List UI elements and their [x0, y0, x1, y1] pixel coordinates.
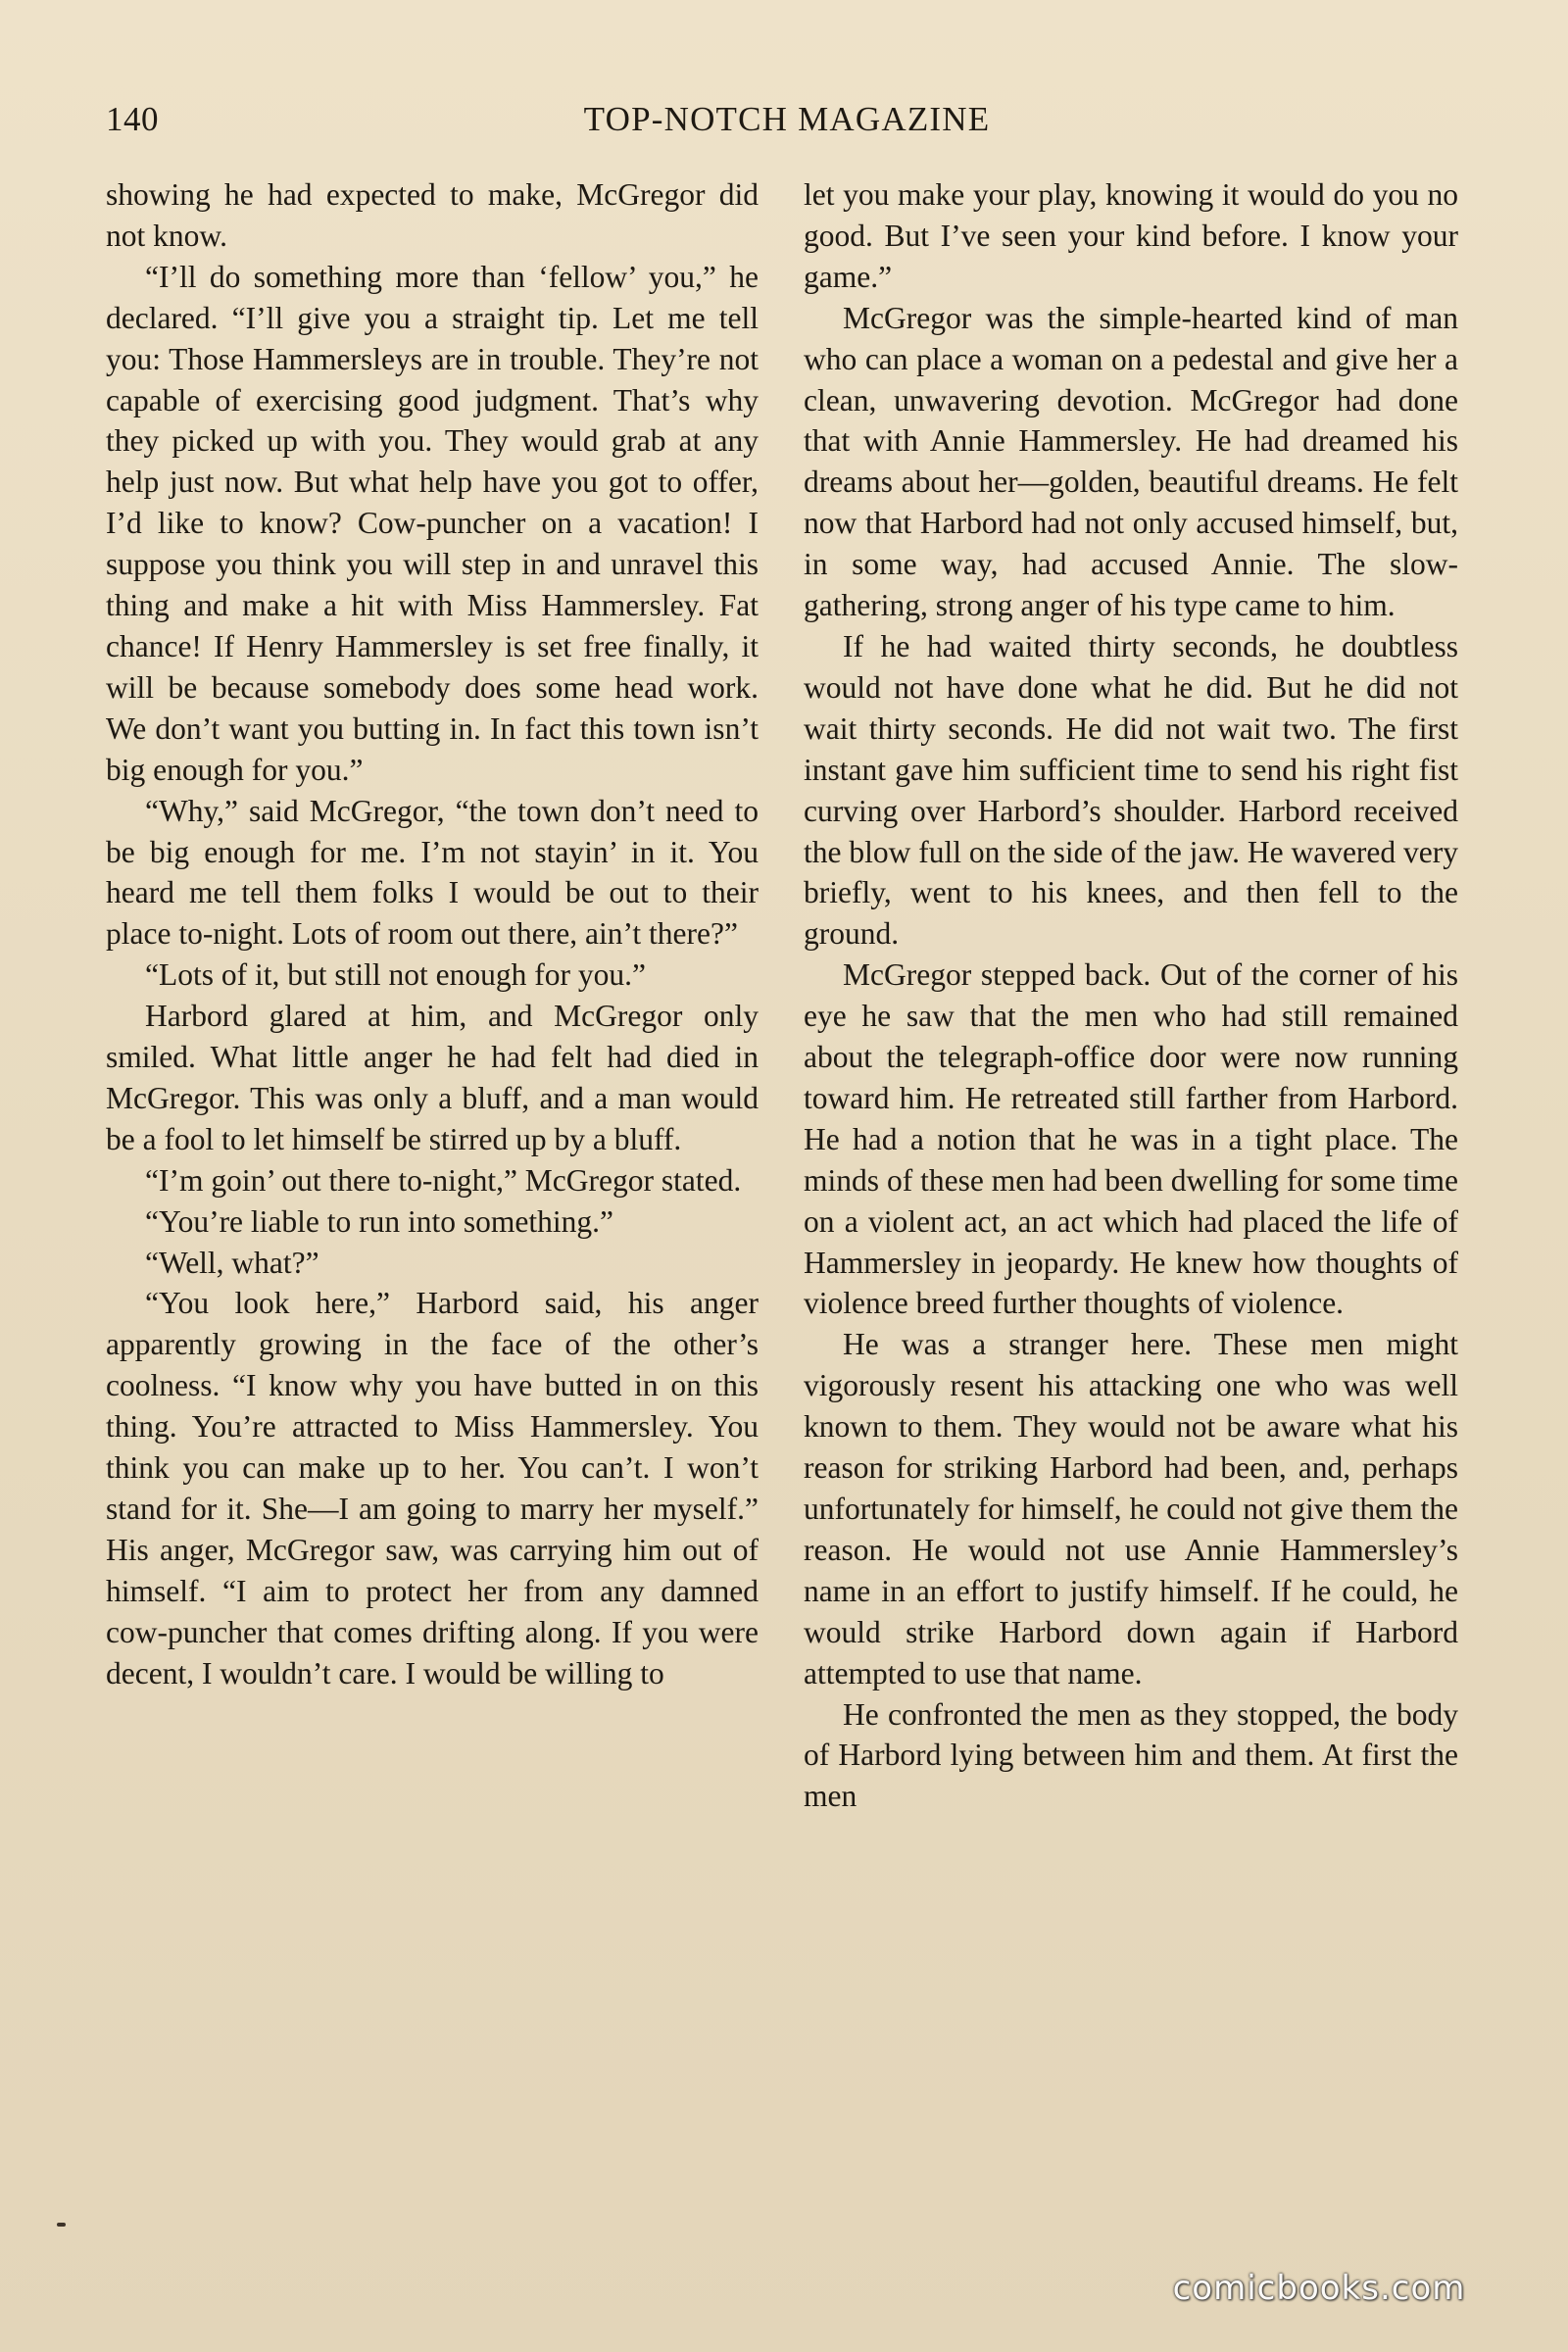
paragraph: He confronted the men as they stopped, the body of Harbord lying between him and them. At first the men [804, 1696, 1458, 1814]
ink-speck [57, 2223, 66, 2227]
paragraph: “You’re liable to run into something.” [145, 1203, 613, 1239]
paragraph: “I’ll do something more than ‘fellow’ you,” he declared. “I’ll give you a straight tip. Let me tell you: Those Hammersleys are in trouble. They’re not capable of exercising good judgment. That’s why they picked up with you. They would grab at any help just now. But what help have you got to offer, I’d like to know? Cow-puncher on a vacation! I suppose you think you will step in and unravel this thing and make a hit with Miss Hammersley. Fat chance! If Henry Hammersley is set free finally, it will be because somebody does some head work. We don’t want you butting in. In fact this town isn’t big enough for you.” [106, 259, 759, 787]
paragraph: “Lots of it, but still not enough for you.” [145, 957, 646, 993]
paragraph: “You look here,” Harbord said, his anger apparently growing in the face of the other’s coolness. “I know why you have butted in on this thing. You’re attracted to Miss Hammersley. You think you can make up to her. You can’t. I won’t stand for it. She—I am going to marry her myself.” His anger, McGregor saw, was carrying him out of himself. “I aim to protect her from any damned cow-puncher that comes drifting along. If you were decent, I wouldn’t care. I would be willing to [106, 1286, 759, 1690]
running-head: TOP-NOTCH MAGAZINE [583, 100, 991, 138]
page-number: 140 [106, 100, 159, 138]
paragraph: “I’m goin’ out there to-night,” McGregor stated. [145, 1162, 742, 1198]
left-column [106, 174, 759, 1694]
site-watermark: comicbooks.com [1172, 2269, 1466, 2308]
page-header [106, 90, 1468, 149]
paragraph: He was a stranger here. These men might vigorously resent his attacking one who was well known to them. They would not be aware what his reason for striking Harbord had been, and, perhaps unfortunately for himself, he could not give them the reason. He would not use Annie Hammersley’s name in an effort to justify himself. If he could, he would strike Harbord down again if Harbord attempted to use that name. [804, 1327, 1458, 1690]
paragraph: McGregor was the simple-hearted kind of man who can place a woman on a pedestal and give her a clean, unwavering devotion. McGregor had done that with Annie Hammersley. He had dreamed his dreams about her—golden, beautiful dreams. He felt now that Harbord had not only accused himself, but, in some way, had accused Annie. The slow-gathering, strong anger of his type came to him. [804, 300, 1458, 623]
right-column [804, 174, 1458, 1817]
paragraph: Harbord glared at him, and McGregor only smiled. What little anger he had felt had died in McGregor. This was only a bluff, and a man would be a fool to let himself be stirred up by a bluff. [106, 999, 759, 1156]
paragraph: “Why,” said McGregor, “the town don’t need to be big enough for me. I’m not stayin’ in it. You heard me tell them folks I would be out to their place to-night. Lots of room out there, ain’t there?” [106, 793, 759, 952]
paragraph: If he had waited thirty seconds, he doubtless would not have done what he did. But he did not wait thirty seconds. He did not wait two. The first instant gave him sufficient time to send his right fist curving over Harbord’s shoulder. Harbord received the blow full on the side of the jaw. He wavered very briefly, went to his knees, and then fell to the ground. [804, 628, 1458, 952]
paragraph: showing he had expected to make, McGregor did not know. [106, 177, 759, 253]
paragraph: let you make your play, knowing it would do you no good. But I’ve seen your kind before. I know your game.” [804, 177, 1458, 294]
paragraph: “Well, what?” [145, 1245, 319, 1280]
paragraph: McGregor stepped back. Out of the corner of his eye he saw that the men who had still remained about the telegraph-office door were now running toward him. He retreated still farther from Harbord. He had a notion that he was in a tight place. The minds of these men had been dwelling for some time on a violent act, an act which had placed the life of Hammersley in jeopardy. He knew how thoughts of violence breed further thoughts of violence. [804, 957, 1458, 1321]
